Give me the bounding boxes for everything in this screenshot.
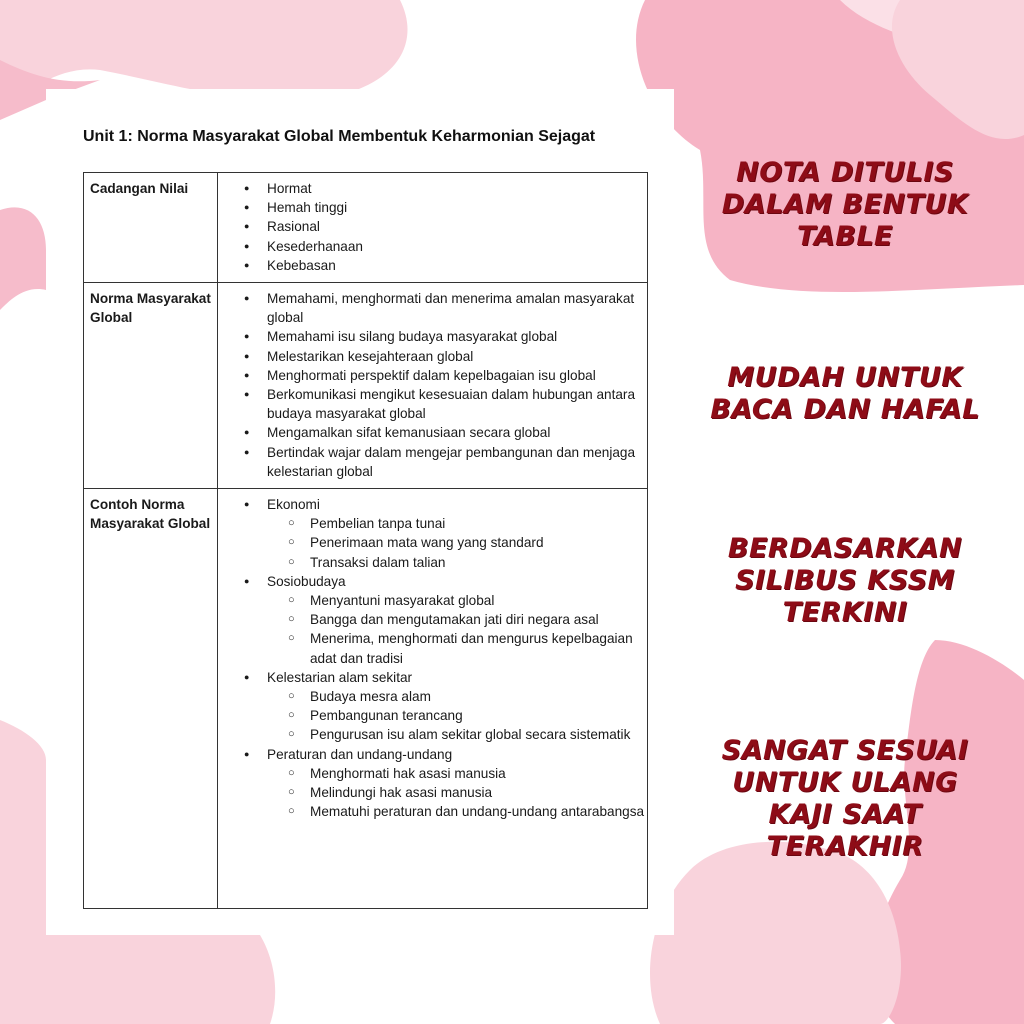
promo-line: KAJI SAAT <box>768 799 922 830</box>
row-content <box>218 283 648 489</box>
sub-list-item: ○ Menghormati hak asasi manusia <box>310 764 647 783</box>
notes-table <box>83 172 648 909</box>
list-item: ● Kebebasan <box>267 256 647 275</box>
list-item <box>267 572 647 668</box>
promo-line: DALAM BENTUK <box>721 189 969 220</box>
promo-line: MUDAH UNTUK <box>727 362 963 393</box>
promo-line: TERAKHIR <box>766 831 924 862</box>
list-item <box>267 668 647 745</box>
list-item-text: Peraturan dan undang-undang <box>267 746 453 762</box>
list-item-text: Kelestarian alam sekitar <box>267 669 413 685</box>
list-item: ● Menghormati perspektif dalam kepelbagaian isu global <box>267 366 647 385</box>
list-item: ● Mengamalkan sifat kemanusiaan secara global <box>267 423 647 442</box>
promo-line: UNTUK ULANG <box>732 767 958 798</box>
sub-list <box>267 514 647 572</box>
list-item: ● Bertindak wajar dalam mengejar pembangunan dan menjaga kelestarian global <box>267 443 647 481</box>
promo-line: NOTA DITULIS <box>736 157 954 188</box>
list-item <box>267 495 647 572</box>
promo-line: TERKINI <box>782 597 908 628</box>
sub-list-item: ○ Mematuhi peraturan dan undang-undang antarabangsa <box>310 802 647 821</box>
row-label: Contoh Norma Masyarakat Global <box>84 489 218 909</box>
promo-callout-syllabus <box>705 533 985 629</box>
promo-callout-last-minute <box>705 735 985 863</box>
sub-list-item: ○ Pengurusan isu alam sekitar global secara sistematik <box>310 725 647 744</box>
sub-list <box>267 764 647 822</box>
sub-list-item: ○ Penerimaan mata wang yang standard <box>310 533 647 552</box>
table-row <box>84 283 648 489</box>
promo-line: SANGAT SESUAI <box>721 735 969 766</box>
sub-list-item: ○ Bangga dan mengutamakan jati diri negara asal <box>310 610 647 629</box>
bullet-list <box>224 495 647 821</box>
list-item: ● Kesederhanaan <box>267 237 647 256</box>
table-row <box>84 489 648 909</box>
blob-left-edge <box>0 207 46 310</box>
promo-line: TABLE <box>797 221 893 252</box>
blob-right-lower-light <box>650 842 901 1024</box>
list-item: ● Memahami, menghormati dan menerima amalan masyarakat global <box>267 289 647 327</box>
list-item-text: Ekonomi <box>267 497 320 513</box>
list-item: ● Hemah tinggi <box>267 198 647 217</box>
sub-list-item: ○ Pembangunan terancang <box>310 706 647 725</box>
list-item-text: Sosiobudaya <box>267 573 346 589</box>
bullet-list <box>224 289 647 481</box>
row-content <box>218 173 648 283</box>
sub-list-item: ○ Budaya mesra alam <box>310 687 647 706</box>
list-item: ● Hormat <box>267 179 647 198</box>
table-row <box>84 173 648 283</box>
list-item: ● Rasional <box>267 217 647 236</box>
row-content <box>218 489 648 909</box>
document-title: Unit 1: Norma Masyarakat Global Membentuk Keharmonian Sejagat <box>83 128 596 145</box>
sub-list-item: ○ Pembelian tanpa tunai <box>310 514 647 533</box>
sub-list-item: ○ Melindungi hak asasi manusia <box>310 783 647 802</box>
notes-page <box>46 89 674 935</box>
sub-list <box>267 591 647 668</box>
list-item: ● Berkomunikasi mengikut kesesuaian dalam hubungan antara budaya masyarakat global <box>267 385 647 423</box>
row-label: Norma Masyarakat Global <box>84 283 218 489</box>
promo-line: BERDASARKAN <box>727 533 963 564</box>
sub-list-item: ○ Transaksi dalam talian <box>310 553 647 572</box>
sub-list-item: ○ Menerima, menghormati dan mengurus kepelbagaian adat dan tradisi <box>310 629 647 667</box>
sub-list <box>267 687 647 745</box>
row-label: Cadangan Nilai <box>84 173 218 283</box>
promo-line: BACA DAN HAFAL <box>710 394 980 425</box>
bullet-list <box>224 179 647 275</box>
promo-callout-table-notes <box>710 157 980 253</box>
promo-callout-easy-to-read <box>705 362 985 426</box>
sub-list-item: ○ Menyantuni masyarakat global <box>310 591 647 610</box>
list-item <box>267 745 647 822</box>
list-item: ● Melestarikan kesejahteraan global <box>267 347 647 366</box>
promo-line: SILIBUS KSSM <box>735 565 955 596</box>
list-item: ● Memahami isu silang budaya masyarakat global <box>267 327 647 346</box>
